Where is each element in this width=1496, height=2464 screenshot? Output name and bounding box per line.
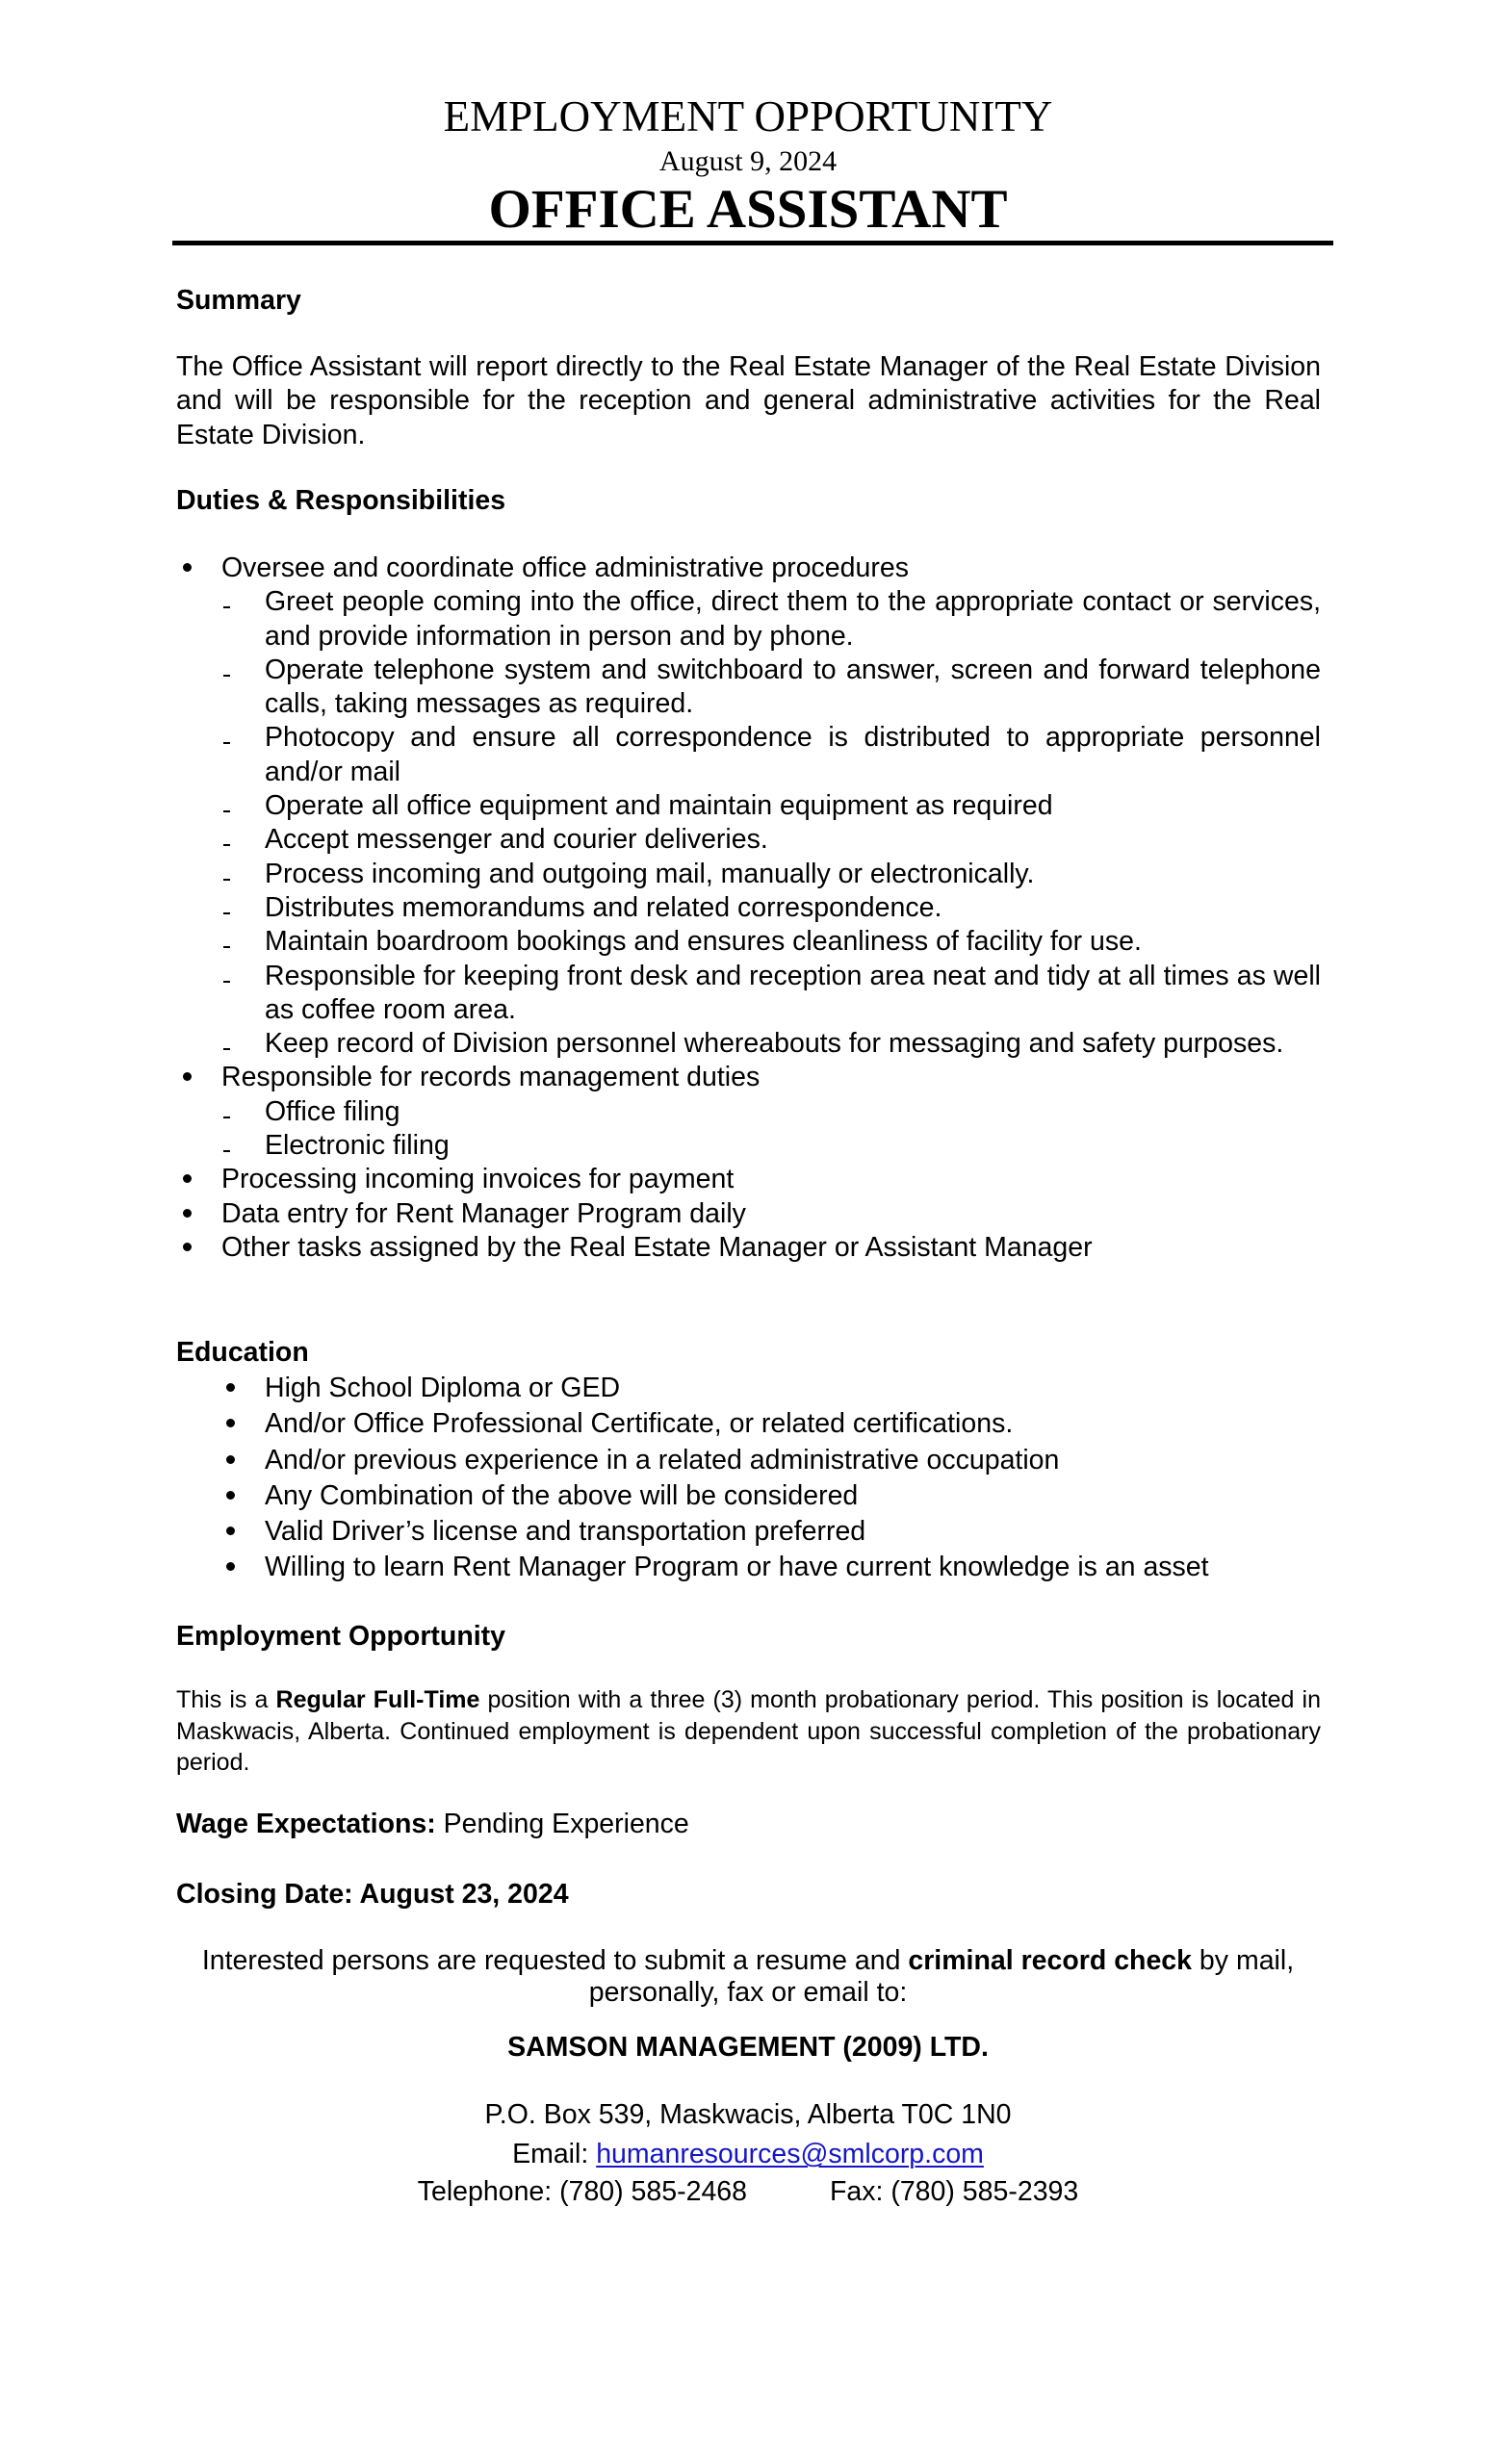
employment-heading: Employment Opportunity <box>176 1621 505 1652</box>
closing-date: Closing Date: August 23, 2024 <box>176 1879 569 1910</box>
company-name: SAMSON MANAGEMENT (2009) LTD. <box>507 2032 989 2063</box>
duty-item: Responsible for records management duties <box>0 1061 1321 1094</box>
duty-subitem: Maintain boardroom bookings and ensures cleanliness of facility for use. <box>265 926 1142 958</box>
fax: Fax: (780) 585-2393 <box>830 2176 1079 2207</box>
duty-subitem: Electronic filing <box>265 1130 450 1162</box>
employment-text: This is a Regular Full-Time position with a three (3) month probationary period. This position is located in Maskwacis, Alberta. Continued employment is dependent upon successful completion of the probationary period. <box>176 1686 1321 1776</box>
bullet-icon <box>177 1197 196 1231</box>
criminal-record-check: criminal record check <box>908 1945 1193 1976</box>
education-item: Any Combination of the above will be considered <box>0 1478 1496 1514</box>
duty-subitem: Accept messenger and courier deliveries. <box>265 824 768 856</box>
job-title: OFFICE ASSISTANT <box>488 179 1008 240</box>
duty-subitem: Photocopy and ensure all correspondence is distributed to appropriate personnel and/or mail <box>265 722 1321 787</box>
bullet-icon <box>220 1478 240 1514</box>
education-item: Valid Driver’s license and transportation preferred <box>0 1514 1496 1550</box>
phone-fax-line <box>0 2175 1496 2209</box>
duty-subitem: Process incoming and outgoing mail, manually or electronically. <box>265 858 1035 889</box>
duties-heading: Duties & Responsibilities <box>176 485 506 516</box>
duty-item: Data entry for Rent Manager Program daily <box>0 1197 1321 1231</box>
email-line <box>0 2138 1496 2171</box>
document-kicker: EMPLOYMENT OPPORTUNITY <box>443 92 1053 141</box>
posting-date: August 9, 2024 <box>658 145 838 177</box>
email-link[interactable]: humanresources@smlcorp.com <box>596 2139 984 2169</box>
wage-line <box>176 1808 689 1841</box>
wage-value: Pending Experience <box>435 1809 689 1839</box>
email-label: Email: <box>512 2139 597 2169</box>
education-item: Willing to learn Rent Manager Program or have current knowledge is an asset <box>0 1550 1496 1585</box>
education-heading: Education <box>176 1337 309 1368</box>
bullet-icon <box>220 1406 240 1442</box>
summary-heading: Summary <box>176 285 301 316</box>
header-divider <box>172 241 1333 245</box>
duty-item: Processing incoming invoices for payment <box>0 1163 1321 1196</box>
wage-label: Wage Expectations: <box>176 1809 436 1839</box>
duty-subitem: Responsible for keeping front desk and reception area neat and tidy at all times as well as coffee room area. <box>265 960 1321 1025</box>
education-item: And/or Office Professional Certificate, or related certifications. <box>0 1406 1496 1442</box>
duty-subitem: Keep record of Division personnel whereabouts for messaging and safety purposes. <box>265 1028 1284 1060</box>
telephone: Telephone: (780) 585-2468 <box>417 2176 747 2207</box>
duty-subitem: Operate telephone system and switchboard to answer, screen and forward telephone calls, taking messages as required. <box>265 654 1321 720</box>
education-item: And/or previous experience in a related administrative occupation <box>0 1443 1496 1478</box>
duty-subitem: Office filing <box>265 1095 400 1127</box>
apply-instructions-line2: personally, fax or email to: <box>588 1977 908 2008</box>
bullet-icon <box>177 1061 196 1094</box>
summary-text: The Office Assistant will report directly to the Real Estate Manager of the Real Estate Division and will be responsible for the reception and general administrative activities for the Real Estate Division. <box>176 351 1321 450</box>
bullet-icon <box>220 1443 240 1478</box>
employment-type: Regular Full-Time <box>275 1686 480 1713</box>
duty-subitem: Distributes memorandums and related correspondence. <box>265 891 942 923</box>
duty-item: Other tasks assigned by the Real Estate Manager or Assistant Manager <box>0 1231 1321 1265</box>
bullet-icon <box>220 1514 240 1550</box>
duties-list <box>0 552 1496 1265</box>
bullet-icon <box>220 1371 240 1406</box>
bullet-icon <box>220 1550 240 1585</box>
education-list <box>0 1371 1496 1586</box>
bullet-icon <box>177 1163 196 1196</box>
duty-item: Oversee and coordinate office administrative procedures <box>0 552 1321 585</box>
bullet-icon <box>177 552 196 585</box>
education-item: High School Diploma or GED <box>0 1371 1496 1406</box>
apply-instructions-line1: Interested persons are requested to submit a resume and criminal record check by mail, <box>201 1945 1295 1976</box>
mailing-address: P.O. Box 539, Maskwacis, Alberta T0C 1N0 <box>484 2099 1012 2130</box>
duty-subitem: Operate all office equipment and maintain equipment as required <box>265 790 1053 822</box>
bullet-icon <box>177 1231 196 1265</box>
duty-subitem: Greet people coming into the office, direct them to the appropriate contact or services, and provide information in person and by phone. <box>265 586 1321 652</box>
